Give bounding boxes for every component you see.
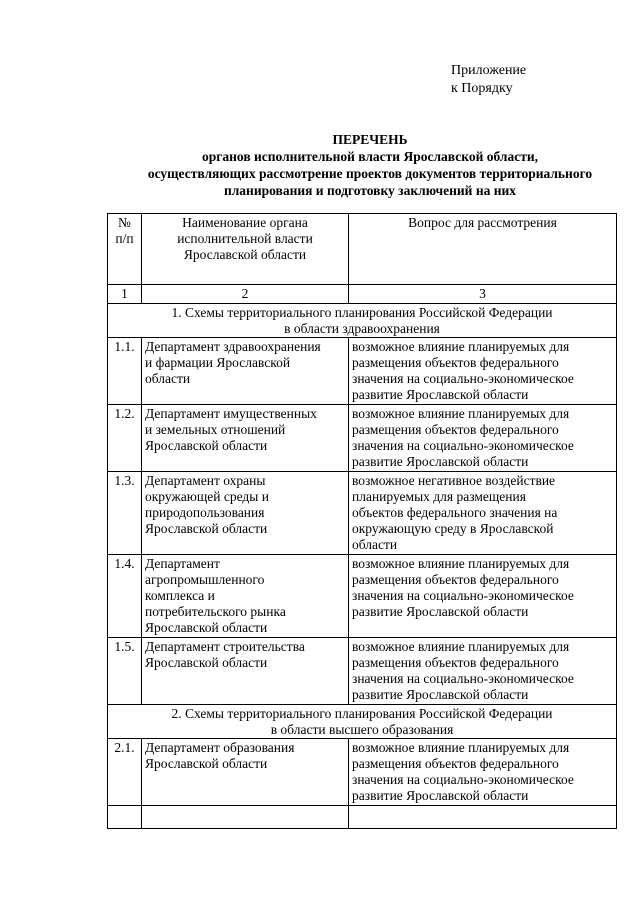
- question-text-line: значения на социально-экономическое: [352, 438, 574, 453]
- header-text: п/п: [115, 231, 134, 246]
- question-text-line: развитие Ярославской области: [352, 687, 529, 702]
- question-text-line: развитие Ярославской области: [352, 788, 529, 803]
- organ-name-line: Департамент строительства: [145, 639, 305, 654]
- header-text: Наименование органа: [182, 215, 308, 230]
- header-text: Вопрос для рассмотрения: [408, 215, 557, 230]
- organ-name-line: области: [145, 371, 191, 386]
- question-text-line: планируемых для размещения: [352, 489, 526, 504]
- organ-name: [142, 472, 349, 555]
- organ-name-line: природопользования: [145, 505, 265, 520]
- organ-name-line: Департамент: [145, 556, 220, 571]
- column-number: 3: [349, 285, 617, 304]
- question-text: [349, 739, 617, 806]
- organ-name-line: Департамент образования: [145, 740, 295, 755]
- organ-name-line: и земельных отношений: [145, 422, 286, 437]
- table-row: [108, 338, 617, 405]
- question-text-line: развитие Ярославской области: [352, 387, 529, 402]
- organ-name: [142, 405, 349, 472]
- header-text: Ярославской области: [183, 247, 307, 262]
- question-text-line: значения на социально-экономическое: [352, 588, 574, 603]
- organ-name-line: Департамент охраны: [145, 473, 266, 488]
- question-text-line: размещения объектов федерального: [352, 756, 559, 771]
- organ-name-line: окружающей среды и: [145, 489, 269, 504]
- question-text: [349, 405, 617, 472]
- question-text-line: значения на социально-экономическое: [352, 772, 574, 787]
- organ-name-line: Ярославской области: [145, 521, 268, 536]
- question-text-line: окружающую среду в Ярославской: [352, 521, 554, 536]
- table-row: [108, 472, 617, 555]
- organ-name-line: Департамент имущественных: [145, 406, 317, 421]
- row-number: 2.1.: [108, 739, 142, 806]
- question-text: [349, 638, 617, 705]
- document-title: [100, 131, 640, 199]
- question-text-line: значения на социально-экономическое: [352, 371, 574, 386]
- empty-cell: [142, 806, 349, 829]
- question-text-line: размещения объектов федерального: [352, 572, 559, 587]
- question-text: [349, 472, 617, 555]
- header-text: №: [118, 215, 131, 230]
- section-title-line: 2. Схемы территориального планирования Российской Федерации: [171, 706, 553, 721]
- question-text-line: возможное влияние планируемых для: [352, 339, 570, 354]
- question-text-line: возможное влияние планируемых для: [352, 556, 570, 571]
- section-title: [108, 705, 617, 739]
- row-number: 1.3.: [108, 472, 142, 555]
- organ-name-line: Ярославской области: [145, 655, 268, 670]
- appendix-line: Приложение: [451, 63, 527, 78]
- question-text-line: объектов федерального значения на: [352, 505, 558, 520]
- table-row-continuation: [108, 806, 617, 829]
- question-text-line: развитие Ярославской области: [352, 604, 529, 619]
- question-text: [349, 338, 617, 405]
- section-title-row: [108, 705, 617, 739]
- section-title: [108, 304, 617, 338]
- organ-name-line: комплекса и: [145, 588, 215, 603]
- organ-name: [142, 555, 349, 638]
- organ-name: [142, 338, 349, 405]
- question-text-line: размещения объектов федерального: [352, 355, 559, 370]
- question-text-line: значения на социально-экономическое: [352, 671, 574, 686]
- question-text-line: области: [352, 537, 398, 552]
- appendix-line: к Порядку: [451, 81, 513, 96]
- organ-name-line: Ярославской области: [145, 756, 268, 771]
- organ-name-line: Департамент здравоохранения: [145, 339, 321, 354]
- table-body: [108, 214, 617, 829]
- organ-name: [142, 638, 349, 705]
- question-text-line: возможное влияние планируемых для: [352, 639, 570, 654]
- table-row: [108, 555, 617, 638]
- empty-cell: [349, 806, 617, 829]
- title-heading: ПЕРЕЧЕНЬ: [332, 132, 408, 147]
- question-text-line: развитие Ярославской области: [352, 454, 529, 469]
- organ-name-line: и фармации Ярославской: [145, 355, 291, 370]
- row-number: 1.1.: [108, 338, 142, 405]
- empty-cell: [108, 806, 142, 829]
- question-text: [349, 555, 617, 638]
- organs-table: [107, 213, 617, 829]
- row-number: 1.4.: [108, 555, 142, 638]
- organ-name: [142, 739, 349, 806]
- column-numbering-row: [108, 285, 617, 304]
- question-text-line: возможное негативное воздействие: [352, 473, 556, 488]
- question-text-line: размещения объектов федерального: [352, 655, 559, 670]
- table-header-row: [108, 214, 617, 285]
- organ-name-line: потребительского рынка: [145, 604, 286, 619]
- appendix-label: [451, 62, 526, 98]
- title-line: осуществляющих рассмотрение проектов документов территориального: [147, 166, 593, 181]
- header-cell-number: [108, 214, 142, 285]
- section-title-line: в области здравоохранения: [284, 321, 440, 336]
- header-cell-organ: [142, 214, 349, 285]
- title-line: планирования и подготовку заключений на них: [223, 183, 517, 198]
- table-row: [108, 405, 617, 472]
- organ-name-line: Ярославской области: [145, 438, 268, 453]
- column-number: 1: [108, 285, 142, 304]
- section-title-row: [108, 304, 617, 338]
- header-cell-question: [349, 214, 617, 285]
- header-text: исполнительной власти: [177, 231, 313, 246]
- table-row: [108, 638, 617, 705]
- section-title-line: в области высшего образования: [270, 722, 454, 737]
- column-number: 2: [142, 285, 349, 304]
- question-text-line: размещения объектов федерального: [352, 422, 559, 437]
- table-row: [108, 739, 617, 806]
- title-line: органов исполнительной власти Ярославской области,: [201, 149, 539, 164]
- question-text-line: возможное влияние планируемых для: [352, 406, 570, 421]
- section-title-line: 1. Схемы территориального планирования Российской Федерации: [171, 305, 553, 320]
- row-number: 1.2.: [108, 405, 142, 472]
- organ-name-line: агропромышленного: [145, 572, 265, 587]
- row-number: 1.5.: [108, 638, 142, 705]
- organ-name-line: Ярославской области: [145, 620, 268, 635]
- question-text-line: возможное влияние планируемых для: [352, 740, 570, 755]
